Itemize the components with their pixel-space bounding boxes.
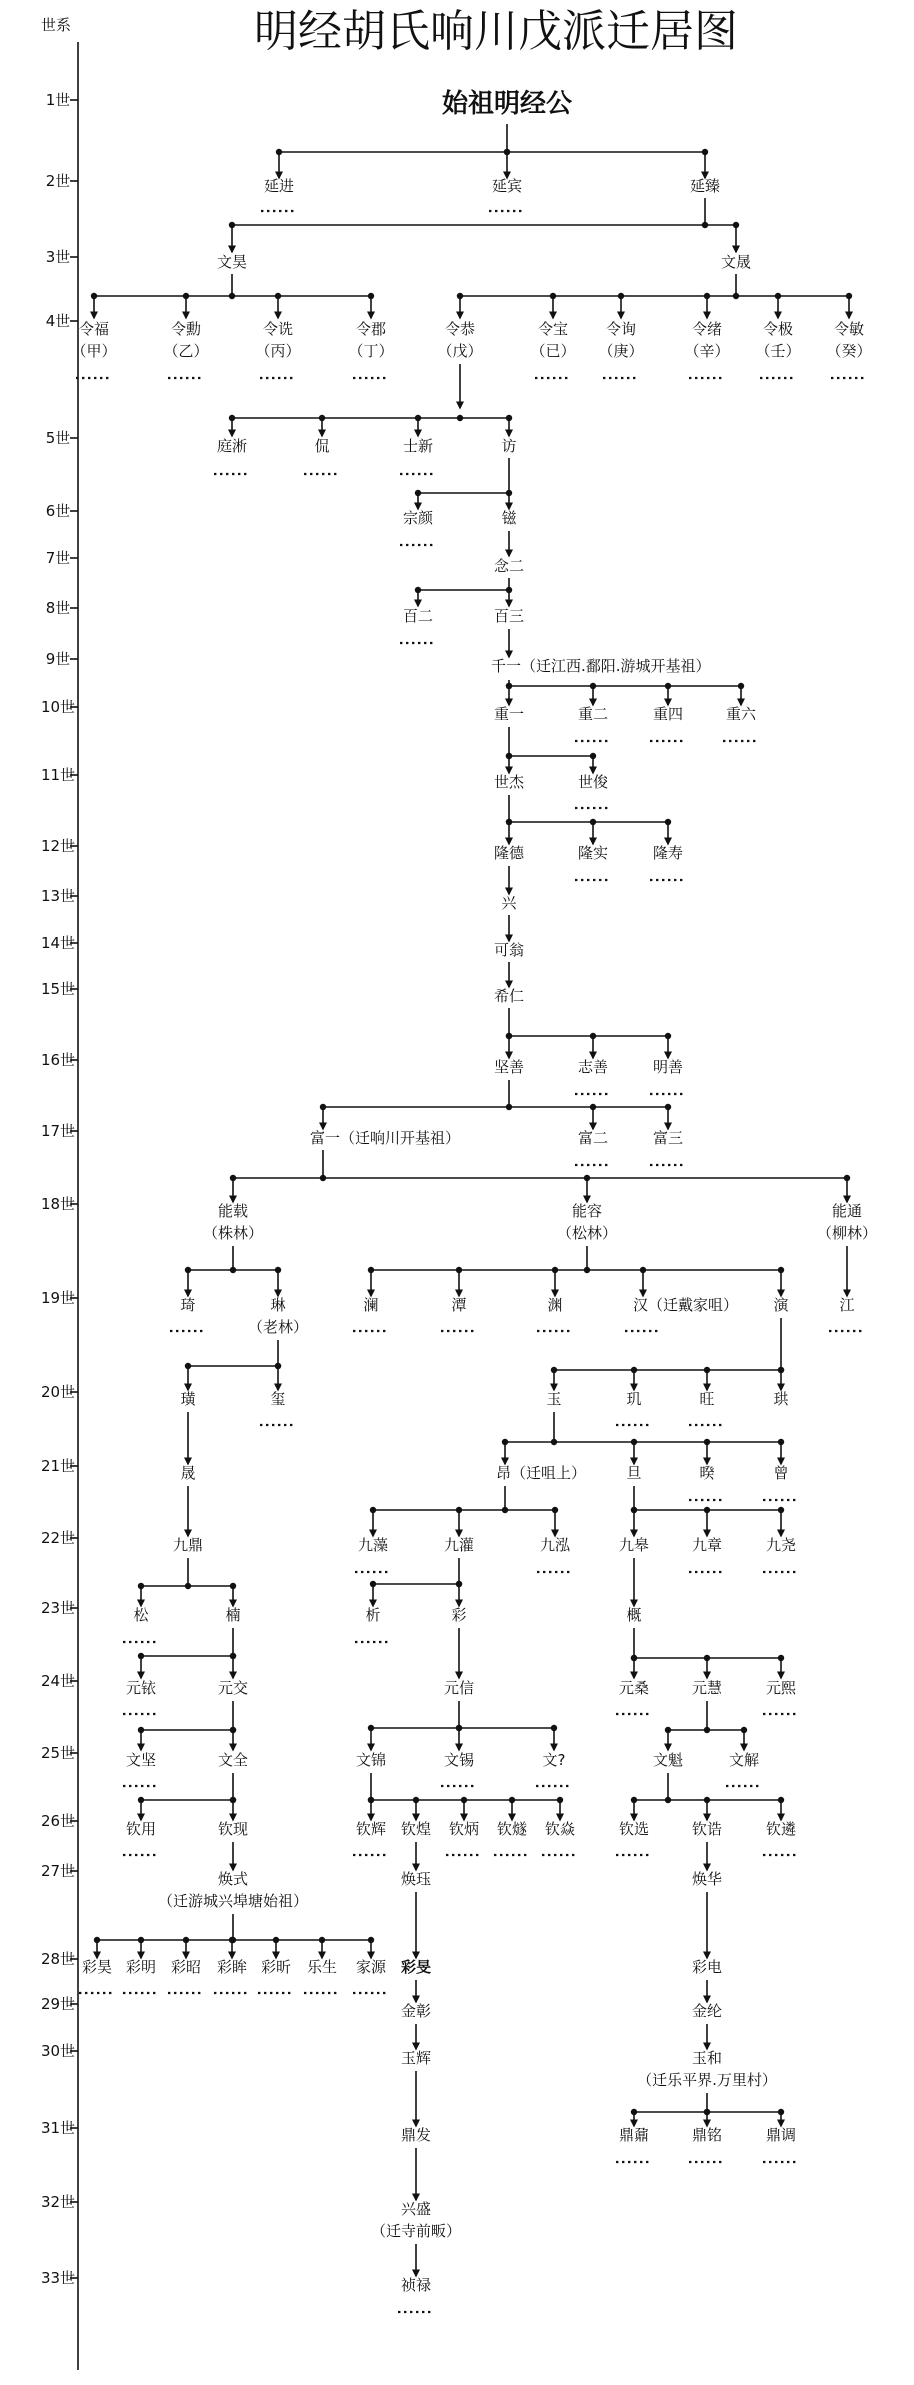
generation-label: 9世 (45, 650, 71, 668)
person-name: 钦诰 (691, 1820, 723, 1838)
generation-label: 7世 (45, 549, 71, 567)
person-name: 文锡 (443, 1751, 475, 1769)
person-name: 玉 (546, 1390, 562, 1408)
person-name: 金纶 (691, 2002, 723, 2020)
person-name: 潭 (451, 1296, 467, 1314)
person-name: 元交 (217, 1679, 249, 1697)
generation-label: 18世 (40, 1195, 76, 1213)
junction-dot (368, 1725, 374, 1731)
junction-dot (704, 1439, 710, 1445)
person-name: 令询 (605, 320, 637, 338)
person-name: 访 (501, 437, 517, 455)
person-name: 延宾 (491, 177, 523, 195)
person-name: 琳 (270, 1296, 286, 1314)
person-name: 珙 (773, 1390, 789, 1408)
person-name: 彩昊 (81, 1958, 113, 1976)
person-name: 令诜 (262, 320, 294, 338)
person-name: （壬） (755, 342, 801, 360)
junction-dot (413, 1797, 419, 1803)
person-name: 士新 (402, 437, 434, 455)
person-name: 世杰 (493, 773, 525, 791)
generation-label: 17世 (40, 1122, 76, 1140)
generation-label: 10世 (40, 698, 76, 716)
junction-dot (138, 1797, 144, 1803)
generation-label: 14世 (40, 934, 76, 952)
person-name: 令勳 (170, 320, 202, 338)
junction-dot (665, 1033, 671, 1039)
junction-dot (509, 1797, 515, 1803)
junction-dot (276, 149, 282, 155)
person-name: 晟 (180, 1464, 196, 1482)
junction-dot (506, 819, 512, 825)
person-name: 旺 (699, 1390, 715, 1408)
junction-dot (778, 1267, 784, 1273)
person-name: 兴盛 (400, 2200, 432, 2218)
person-name: 钦用 (125, 1820, 157, 1838)
person-name: 延进 (263, 177, 295, 195)
junction-dot (631, 1507, 637, 1513)
person-name: （迁寺前畈） (370, 2222, 462, 2240)
generation-label: 21世 (40, 1457, 76, 1475)
junction-dot (733, 222, 739, 228)
person-name: 澜 (363, 1296, 379, 1314)
person-name: 演 (773, 1296, 789, 1314)
person-name: 能容 (571, 1202, 603, 1220)
junction-dot (138, 1583, 144, 1589)
person-name: 世俊 (577, 773, 609, 791)
person-name: 兴 (501, 894, 517, 912)
junction-dot (183, 1937, 189, 1943)
person-name: 文解 (728, 1751, 760, 1769)
junction-dot (504, 149, 510, 155)
person-name: 文锦 (355, 1751, 387, 1769)
junction-dot (631, 1367, 637, 1373)
junction-dot (230, 1937, 236, 1943)
junction-dot (273, 1937, 279, 1943)
junction-dot (370, 1581, 376, 1587)
junction-dot (368, 1267, 374, 1273)
person-name: 文昊 (216, 253, 248, 271)
junction-dot (704, 1507, 710, 1513)
person-name: 璜 (180, 1390, 196, 1408)
person-name: 钦选 (618, 1820, 650, 1838)
person-name: 延臻 (689, 177, 721, 195)
junction-dot (502, 1507, 508, 1513)
junction-dot (138, 1937, 144, 1943)
junction-dot (94, 1937, 100, 1943)
person-name: 彩眸 (216, 1958, 248, 1976)
junction-dot (229, 415, 235, 421)
junction-dot (415, 415, 421, 421)
junction-dot (319, 415, 325, 421)
junction-dot (229, 293, 235, 299)
person-name: 金彰 (400, 2002, 432, 2020)
connector-lines (70, 42, 867, 2370)
junction-dot (230, 1267, 236, 1273)
junction-dot (506, 415, 512, 421)
junction-dot (665, 819, 671, 825)
generation-label: 29世 (40, 1995, 76, 2013)
person-name: 鼎调 (765, 2126, 797, 2144)
generation-label: 25世 (40, 1744, 76, 1762)
person-name: 隆寿 (652, 844, 684, 862)
person-name: 楠 (225, 1606, 241, 1624)
person-name: （迁游城兴埠塘始祖） (157, 1892, 309, 1910)
person-name: 彩明 (125, 1958, 157, 1976)
person-name: （迁乐平界.万里村） (637, 2071, 777, 2089)
junction-dot (631, 1655, 637, 1661)
generation-label: 22世 (40, 1529, 76, 1547)
person-name: 鼎鼐 (618, 2126, 650, 2144)
person-name: 焕式 (217, 1870, 249, 1888)
junction-dot (584, 1175, 590, 1181)
junction-dot (320, 1175, 326, 1181)
person-name: 焕珏 (400, 1870, 432, 1888)
node-labels (41, 6, 877, 2294)
person-name: 江 (839, 1296, 855, 1314)
person-name: 家源 (355, 1958, 387, 1976)
junction-dot (368, 1937, 374, 1943)
person-name: 钦现 (217, 1820, 249, 1838)
person-name: 重一 (493, 705, 525, 723)
junction-dot (640, 1267, 646, 1273)
generation-label: 19世 (40, 1289, 76, 1307)
person-name: 九鼎 (172, 1536, 204, 1554)
junction-dot (618, 293, 624, 299)
person-name: 元信 (443, 1679, 475, 1697)
junction-dot (733, 293, 739, 299)
junction-dot (370, 1507, 376, 1513)
person-name: 松 (133, 1606, 149, 1624)
person-name: 文坚 (125, 1751, 157, 1769)
generation-label: 8世 (45, 599, 71, 617)
junction-dot (584, 1267, 590, 1273)
person-name: 钦燧 (496, 1820, 528, 1838)
junction-dot (702, 222, 708, 228)
person-name: 汉（迁戴家咀） (633, 1296, 739, 1314)
person-name: 能通 (831, 1202, 863, 1220)
person-name: （丁） (348, 342, 394, 360)
generation-label: 33世 (40, 2269, 76, 2287)
junction-dot (457, 293, 463, 299)
person-name: 钦炳 (448, 1820, 480, 1838)
junction-dot (461, 1797, 467, 1803)
junction-dot (456, 1507, 462, 1513)
generation-label: 24世 (40, 1672, 76, 1690)
person-name: （松林） (556, 1224, 618, 1242)
person-name: 彩昕 (260, 1958, 292, 1976)
person-name: 令宝 (537, 320, 569, 338)
junction-dot (551, 1725, 557, 1731)
junction-dot (778, 1797, 784, 1803)
junction-dot (457, 415, 463, 421)
junction-dot (846, 293, 852, 299)
person-name: 九皋 (618, 1536, 650, 1554)
junction-dot (778, 1367, 784, 1373)
generation-label: 11世 (40, 766, 76, 784)
junction-dot (778, 1655, 784, 1661)
person-name: 文全 (217, 1751, 249, 1769)
junction-dot (631, 1439, 637, 1445)
person-name: 富二 (577, 1129, 609, 1147)
generation-label: 5世 (45, 429, 71, 447)
junction-dot (590, 1104, 596, 1110)
person-name: （庚） (598, 342, 644, 360)
junction-dot (704, 1727, 710, 1733)
person-name: 令绪 (691, 320, 723, 338)
person-name: 昂（迁咀上） (496, 1464, 587, 1482)
person-name: 玺 (270, 1390, 286, 1408)
junction-dot (778, 1439, 784, 1445)
generation-label: 13世 (40, 887, 76, 905)
person-name: 文魁 (652, 1751, 684, 1769)
generation-label: 12世 (40, 837, 76, 855)
person-name: 暌 (699, 1464, 715, 1482)
person-name: 侃 (314, 437, 330, 455)
junction-dot (590, 753, 596, 759)
person-name: 鼎铭 (691, 2126, 723, 2144)
generation-label: 3世 (45, 248, 71, 266)
person-name: 宗颜 (402, 509, 434, 527)
person-name: （已） (530, 342, 576, 360)
junction-dot (319, 1937, 325, 1943)
person-name: 可翁 (493, 941, 525, 959)
person-name: 元桑 (618, 1679, 650, 1697)
person-name: 九灌 (443, 1536, 475, 1554)
generation-label: 1世 (45, 91, 71, 109)
person-name: 钦焱 (544, 1820, 576, 1838)
junction-dot (778, 1507, 784, 1513)
junction-dot (704, 2109, 710, 2115)
generation-label: 6世 (45, 502, 71, 520)
person-name: （丙） (255, 342, 301, 360)
person-name: 概 (626, 1606, 642, 1624)
person-name: 琦 (180, 1296, 196, 1314)
person-name: 钦辉 (355, 1820, 387, 1838)
person-name: 元铱 (125, 1679, 157, 1697)
junction-dot (550, 293, 556, 299)
generation-label: 32世 (40, 2193, 76, 2211)
person-name: 坚善 (493, 1058, 525, 1076)
person-name: 文? (542, 1751, 566, 1769)
person-name: 令郡 (355, 320, 387, 338)
junction-dot (665, 1797, 671, 1803)
junction-dot (138, 1727, 144, 1733)
person-name: 文晟 (720, 253, 752, 271)
person-name: （戊） (437, 342, 483, 360)
junction-dot (631, 2109, 637, 2115)
junction-dot (775, 293, 781, 299)
person-name: （老林） (247, 1318, 309, 1336)
junction-dot (275, 1267, 281, 1273)
junction-dot (230, 1727, 236, 1733)
person-name: 九章 (691, 1536, 723, 1554)
junction-dot (456, 1725, 462, 1731)
person-name: 鼎发 (400, 2126, 432, 2144)
person-name: 庭淅 (216, 437, 248, 455)
person-name: 令福 (78, 320, 110, 338)
person-name: 玉和 (691, 2049, 723, 2067)
junction-dot (844, 1175, 850, 1181)
person-name: 钦遴 (765, 1820, 797, 1838)
person-name: 希仁 (493, 987, 525, 1005)
generation-label: 4世 (45, 312, 71, 330)
person-name: 千一（迁江西.鄱阳.游城开基祖） (491, 657, 711, 675)
generation-label: 30世 (40, 2042, 76, 2060)
junction-dot (506, 753, 512, 759)
person-name: 令敏 (833, 320, 865, 338)
person-name: 九尧 (765, 1536, 797, 1554)
junction-dot (738, 683, 744, 689)
junction-dot (230, 1797, 236, 1803)
junction-dot (557, 1797, 563, 1803)
person-name: 明善 (652, 1058, 684, 1076)
junction-dot (590, 1033, 596, 1039)
junction-dot (552, 1267, 558, 1273)
junction-dot (741, 1727, 747, 1733)
junction-dot (456, 1267, 462, 1273)
generation-label: 16世 (40, 1051, 76, 1069)
person-name: （柳林） (816, 1224, 878, 1242)
junction-dot (665, 1727, 671, 1733)
junction-dot (778, 2109, 784, 2115)
person-name: 重二 (577, 705, 609, 723)
person-name: 重四 (652, 705, 684, 723)
person-name: 彩旻 (400, 1958, 432, 1976)
generation-label: 15世 (40, 980, 76, 998)
person-name: 镃 (501, 509, 517, 527)
junction-dot (229, 222, 235, 228)
junction-dot (185, 1267, 191, 1273)
junction-dot (704, 1655, 710, 1661)
junction-dot (230, 1583, 236, 1589)
generation-label: 26世 (40, 1812, 76, 1830)
junction-dot (552, 1507, 558, 1513)
junction-dot (590, 819, 596, 825)
junction-dot (506, 683, 512, 689)
junction-dot (185, 1583, 191, 1589)
generation-label: 20世 (40, 1383, 76, 1401)
junction-dot (665, 683, 671, 689)
person-name: 九泓 (539, 1536, 571, 1554)
person-name: 钦煌 (400, 1820, 432, 1838)
person-name: 元熙 (765, 1679, 797, 1697)
person-name: 玉辉 (400, 2049, 432, 2067)
junction-dot (456, 1581, 462, 1587)
axis-label: 世系 (40, 16, 72, 34)
junction-dot (506, 1033, 512, 1039)
person-name: 析 (365, 1606, 381, 1624)
generation-label: 23世 (40, 1599, 76, 1617)
person-name: （乙） (163, 342, 209, 360)
person-name: 玑 (626, 1390, 642, 1408)
junction-dot (704, 293, 710, 299)
person-name: 重六 (725, 705, 757, 723)
junction-dot (368, 1797, 374, 1803)
junction-dot (230, 1175, 236, 1181)
person-name: 乐生 (306, 1958, 338, 1976)
junction-dot (551, 1439, 557, 1445)
person-name: 富三 (652, 1129, 684, 1147)
person-name: 九藻 (357, 1536, 389, 1554)
person-name: 彩 (451, 1606, 467, 1624)
person-name: 令恭 (444, 320, 476, 338)
person-name: 曾 (773, 1464, 789, 1482)
generation-label: 28世 (40, 1950, 76, 1968)
person-name: （甲） (71, 342, 117, 360)
person-name: 渊 (547, 1296, 563, 1314)
junction-dot (91, 293, 97, 299)
page-title: 明经胡氏响川戊派迁居图 (254, 6, 738, 57)
junction-dot (230, 1653, 236, 1659)
junction-dot (320, 1104, 326, 1110)
person-name: 念二 (493, 557, 525, 575)
person-name: （癸） (826, 342, 872, 360)
junction-dot (506, 1104, 512, 1110)
junction-dot (502, 1439, 508, 1445)
junction-dot (704, 1367, 710, 1373)
person-name: 隆德 (493, 844, 525, 862)
junction-dot (590, 683, 596, 689)
person-name: 百三 (493, 607, 525, 625)
junction-dot (665, 1104, 671, 1110)
person-name: 隆实 (577, 844, 609, 862)
generation-label: 31世 (40, 2119, 76, 2137)
person-name: 富一（迁响川开基祖） (310, 1129, 461, 1147)
person-name: 令极 (762, 320, 794, 338)
junction-dot (631, 1797, 637, 1803)
junction-dot (275, 293, 281, 299)
junction-dot (183, 293, 189, 299)
person-name: 元慧 (691, 1679, 723, 1697)
person-name: 百二 (402, 607, 434, 625)
person-name: （辛） (684, 342, 730, 360)
junction-dot (138, 1653, 144, 1659)
generation-label: 27世 (40, 1862, 76, 1880)
person-name: 旦 (626, 1464, 642, 1482)
ancestor-name: 始祖明经公 (441, 89, 573, 119)
person-name: 彩电 (691, 1958, 723, 1976)
junction-dot (368, 293, 374, 299)
person-name: 能载 (217, 1202, 249, 1220)
person-name: （株林） (202, 1224, 264, 1242)
junction-dot (704, 1797, 710, 1803)
person-name: 志善 (577, 1058, 609, 1076)
generation-label: 2世 (45, 172, 71, 190)
person-name: 彩昭 (170, 1958, 202, 1976)
junction-dot (551, 1367, 557, 1373)
junction-dot (185, 1363, 191, 1369)
junction-dot (702, 149, 708, 155)
junction-dot (275, 1363, 281, 1369)
person-name: 焕华 (691, 1870, 723, 1888)
person-name: 祯禄 (400, 2276, 432, 2294)
